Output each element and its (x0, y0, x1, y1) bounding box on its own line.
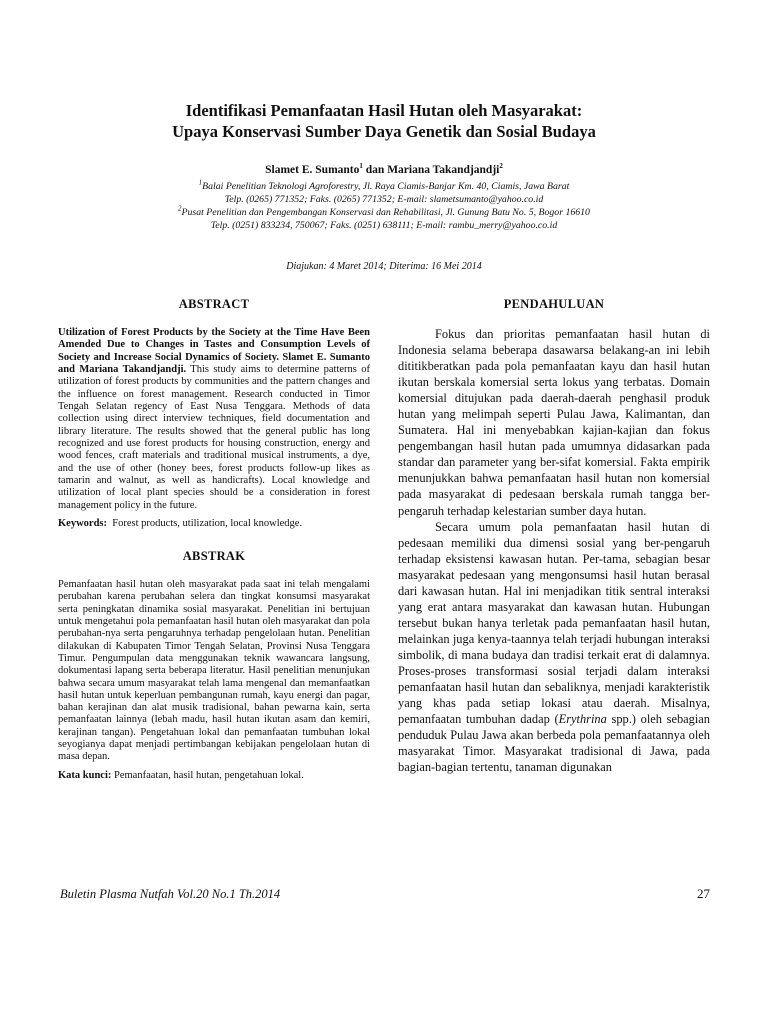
author-1: Slamet E. Sumanto (265, 164, 360, 176)
paragraph-2-part-b: spp.) oleh sebagian penduduk Pulau Jawa akan berbeda pola pemanfaatannya oleh masyarakat Timor. Masyarakat tradisional di Jawa, pada bagian-bagian tertentu, tanaman digunakan (398, 712, 710, 775)
title-line-2: Upaya Konservasi Sumber Daya Genetik dan Sosial Budaya (172, 122, 596, 141)
submission-dates: Diajukan: 4 Maret 2014; Diterima: 16 Mei 2014 (286, 261, 482, 272)
abstract-text: This study aims to determine patterns of utilization of forest products by communities and the pattern changes and the influence on forest management. Research conducted in Timor Tengah Selatan regency of East Nusa Tenggara. Methods of data collection using direct interview techniques, field documentation and library literature. The results showed that the general public has long recognized and use forest products for housing construction, energy and wood fences, craft materials and traditional musical instruments, a dye, and the use of other (honey bees, forest products follow-up likes as tamarin and walnut, as well as handicrafts). Local knowledge and utilization of local plant species should be a consideration in forest management policy in the future. (58, 364, 370, 511)
affiliation-2-text: Pusat Penelitian dan Pengembangan Konservasi dan Rehabilitasi, Jl. Gunung Batu No. 5, Bogor 16610 (181, 207, 590, 218)
keywords-text: Forest products, utilization, local knowledge. (107, 518, 303, 530)
left-column (58, 296, 370, 782)
pendahuluan-paragraph-1: Fokus dan prioritas pemanfaatan hasil hutan di Indonesia selama beberapa dasawarsa belakang-an ini lebih dititikberatkan pada pola pemanfaatan kayu dan hasil hutan ikutan berskala komersial serta lokus yang terbatas. Domain komersial ditujukan pada daerah-daerah penghasil produk hutan yang melimpah seperti Pulau Jawa, Kalimantan, dan Sumatera. Hal ini menyebabkan kajian-kajian dan fokus pengembangan hasil hutan pada umumnya didasarkan pada standar dan parameter yang ber-sifat komersial. Fakta empirik menunjukkan bahwa pemanfaatan hasil hutan non komersial pada masyarakat di pedesaan berskala rumah tangga ber-pengaruh terhadap kelestarian sumber daya hutan. (398, 327, 710, 518)
affiliation-2-line-2: Telp. (0251) 833234, 750067; Faks. (0251) 638111; E-mail: rambu_merry@yahoo.co.id (210, 220, 558, 231)
keywords-label: Keywords: (58, 518, 107, 530)
author-2: Mariana Takandjandji (387, 164, 500, 176)
title-line-1: Identifikasi Pemanfaatan Hasil Hutan oleh Masyarakat: (185, 101, 583, 120)
affiliation-1-sup: 1 (198, 178, 203, 187)
author-list (60, 163, 708, 177)
affiliation-1-text: Balai Penelitian Teknologi Agroforestry, Jl. Raya Ciamis-Banjar Km. 40, Ciamis, Jawa Barat (202, 181, 570, 192)
affiliation-2-sup: 2 (178, 204, 182, 213)
abstract-body (58, 327, 370, 512)
pendahuluan-body (398, 326, 710, 775)
affiliation-2-line-1 (60, 206, 708, 219)
page-number: 27 (697, 886, 710, 901)
author-connector: dan (362, 164, 388, 176)
affiliation-1-line-1 (60, 180, 708, 193)
abstrak-body: Pemanfaatan hasil hutan oleh masyarakat pada saat ini telah mengalami perubahan karena perubahan selera dan tingkat konsumsi masyarakat serta peningkatan dinamika sosial masyarakat. Penelitian ini bertujuan untuk mengetahui pola pemanfaatan hasil hutan oleh masyarakat dan pola perubahan-nya serta pengaruhnya terhadap pengelolaan hutan. Penelitian dilakukan di Kabupaten Timor Tengah Selatan, Provinsi Nusa Tenggara Timur. Pengumpulan data menggunakan teknik wawancara langsung, dokumentasi lapang serta beberapa literatur. Hasil penelitian menunjukan bahwa secara umum masyarakat telah lama mengenal dan memanfaatkan hasil hutan untuk keperluan pembangunan rumah, kayu energi dan pagar, bahan kerajinan dan alat musik tradisional, bahan pewarna kain, serta pemanfaatan lainnya (lebah madu, hasil hutan ikutan asam dan kemiri, kerajinan tangan). Pengetahuan lokal dan pemanfaatan tumbuhan lokal seyogianya dapat menjadi pertimbangan kebijakan pengelolaan hutan di masa depan. (58, 579, 370, 763)
paper-title (60, 100, 708, 142)
abstrak-heading: ABSTRAK (182, 549, 246, 564)
kata-kunci (58, 769, 370, 782)
abstract-bold-intro: Utilization of Forest Products by the Society at the Time Have Been Amended Due to Changes in Tastes and Consumption Levels of Society and Increase Social Dynamics of Society. Slamet E. Sumanto and Mariana Takandjandji. (58, 327, 370, 376)
keywords (58, 517, 370, 530)
affiliations (60, 180, 708, 232)
kata-kunci-label: Kata kunci: (58, 769, 112, 781)
author-2-sup: 2 (499, 162, 503, 171)
paragraph-2-part-a: Secara umum pola pemanfaatan hasil hutan di pedesaan memiliki dua dimensi sosial yang ber-pengaruh terhadap eksistensi kawasan hutan. Per-tama, sebagian besar masyarakat pedesaan yang mengonsumsi hasil hutan berasal dari kawasan hutan. Hal ini menjadikan titik sentral interaksi yang erat antara masyarakat dan kawasan hutan. Hubungan tersebut bukan hanya terletak pada pemanfaatan hasil hutan, melainkan juga kenya-taannya telah terjadi hubungan interaksi simbolik, di mana budaya dan tradisi terkait erat di dalamnya. Proses-proses transformasi sosial terjadi dalam interaksi pemanfaatan hasil hutan dan sebaliknya, menjadi karakteristik yang khas pada setiap lokasi atau daerah. Misalnya, pemanfaatan tumbuhan dadap ( (398, 519, 710, 727)
right-column (398, 296, 710, 775)
author-1-sup: 1 (359, 162, 363, 171)
abstract-heading: ABSTRACT (178, 297, 250, 311)
kata-kunci-text: Pemanfaatan, hasil hutan, pengetahuan lokal. (111, 769, 304, 781)
pendahuluan-heading: PENDAHULUAN (503, 297, 605, 311)
affiliation-1-line-2: Telp. (0265) 771352; Faks. (0265) 771352; E-mail: slametsumanto@yahoo.co.id (224, 194, 544, 205)
pendahuluan-paragraph-2 (398, 519, 710, 776)
footer-journal: Buletin Plasma Nutfah Vol.20 No.1 Th.2014 (60, 887, 281, 901)
species-name: Erythrina (558, 712, 607, 727)
